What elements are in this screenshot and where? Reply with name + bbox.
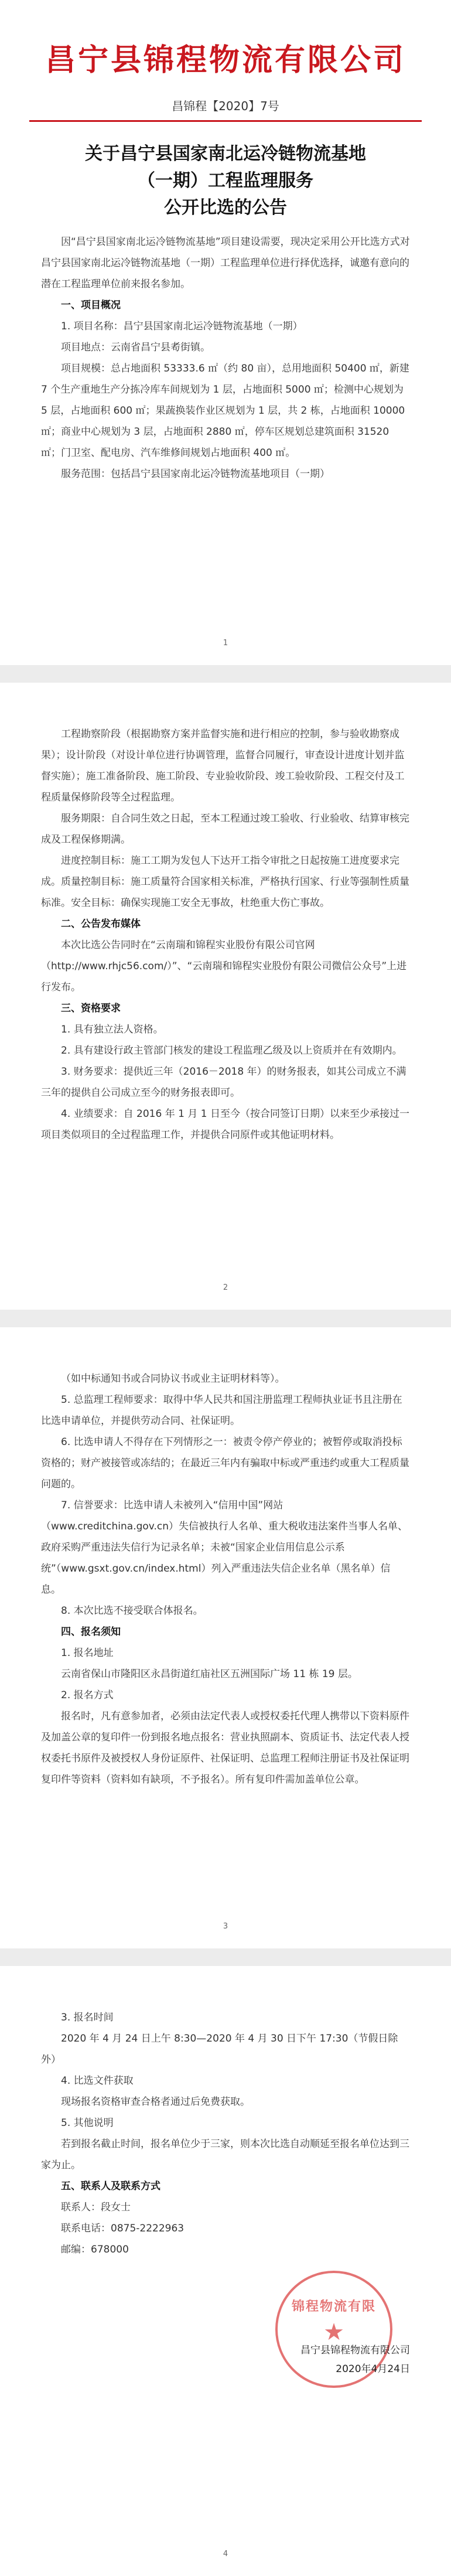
registration-method: 报名时，凡有意参加者，必须由法定代表人或授权委托代理人携带以下资料原件及加盖公章的复印件一份到报名地点报名：营业执照副本、资质证书、法定代表人授权委托书原件及被授权人身份证原件、社保证明、总监理工程师注册证书及社保证明复印件等资料（资料如有缺项，不予报名）。所有复印件需加盖单位公章。 (41, 1710, 409, 1786)
page-2-body (41, 724, 410, 1146)
registration-time-label: 3. 报名时间 (61, 2012, 114, 2023)
qualification-1: 1. 具有独立法人资格。 (61, 1024, 163, 1035)
section-heading-contact: 五、联系人及联系方式 (61, 2180, 160, 2192)
document-page-4 (0, 1966, 451, 2576)
document-title (47, 141, 404, 222)
contact-phone: 联系电话：0875-2222963 (61, 2223, 184, 2234)
qualification-3: 3. 财务要求：提供近三年（2016－2018 年）的财务报表，如其公司成立不满三年的提供自公司成立至今的财务报表即可。 (41, 1066, 406, 1099)
title-line-3: 公开比选的公告 (164, 197, 287, 218)
service-stages: 工程勘察阶段（根据勘察方案并监督实施和进行相应的控制，参与验收勘察成果）；设计阶段（对设计单位进行协调管理，监督合同履行，审查设计进度计划并监督实施）；施工准备阶段、施工阶段、专业验收阶段、竣工验收阶段、工程交付及工程质量保修阶段等全过程监理。 (41, 728, 405, 803)
qualification-6: 6. 比选申请人不得存在下列情形之一：被责令停产停业的；被暂停或取消投标资格的；财产被接管或冻结的；在最近三年内有骗取中标或严重违约或重大工程质量问题的。 (41, 1436, 409, 1490)
section-heading-registration: 四、报名须知 (61, 1626, 121, 1638)
section-heading-media: 二、公告发布媒体 (61, 918, 141, 930)
other-notes-label: 5. 其他说明 (61, 2117, 114, 2129)
registration-address: 云南省保山市隆阳区永昌街道红庙社区五洲国际广场 11 栋 19 层。 (61, 1668, 358, 1680)
seal-text: 锦程物流有限 (291, 2299, 376, 2314)
service-period: 服务期限：自合同生效之日起，至本工程通过竣工验收、行业验收、结算审核完成及工程保修期满。 (41, 813, 409, 846)
documents-label: 4. 比选文件获取 (61, 2075, 134, 2087)
qualification-7: 7. 信誉要求：比选申请人未被列入“信用中国”网站（www.creditchina.gov.cn）失信被执行人名单、重大税收违法案件当事人名单、政府采购严重违法失信行为记录名单；未被“国家企业信用信息公示系统”（www.gsxt.gov.cn/index.html）列入严重违法失信企业名单（黑名单）信息。 (41, 1500, 408, 1596)
qualification-4: 4. 业绩要求：自 2016 年 1 月 1 日至今（按合同签订日期）以来至少承接过一项目类似项目的全过程监理工作，并提供合同原件或其他证明材料。 (41, 1108, 409, 1141)
control-targets: 进度控制目标：施工工期为发包人下达开工指令审批之日起按施工进度要求完成。质量控制目标：施工质量符合国家相关标准，严格执行国家、行业等强制性质量标准。安全目标：确保实现施工安全无事故，杜绝重大伤亡事故。 (41, 855, 409, 909)
other-notes: 若到报名截止时间，报名单位少于三家，则本次比选自动顺延至报名单位达到三家为止。 (41, 2138, 409, 2171)
qualification-8: 8. 本次比选不接受联合体报名。 (61, 1605, 203, 1617)
title-line-1: 关于昌宁县国家南北运冷链物流基地 (85, 144, 366, 164)
signature-block (300, 2341, 410, 2379)
document-page-2 (0, 683, 451, 1310)
signature-company: 昌宁县锦程物流有限公司 (300, 2345, 410, 2356)
qualification-4-cont: （如中标通知书或合同协议书或业主证明材料等）。 (61, 1373, 285, 1385)
project-name: 1. 项目名称：昌宁县国家南北运冷链物流基地（一期） (61, 321, 303, 332)
project-scale: 项目规模：总占地面积 53333.6 ㎡（约 80 亩），总用地面积 50400 ㎡，新建 7 个生产重地生产分拣冷库车间规划为 1 层，占地面积 5000 ㎡；检测中心规划为 5 层，占地面积 600 ㎡；果蔬换装作业区规划为 1 层，共 2 栋，占地面积 10000 ㎡；商业中心规划为 3 层，占地面积 2880 ㎡，停车区规划总建筑面积 31520 ㎡；门卫室、配电房、汽车维修间规划占地面积 400 ㎡。 (41, 363, 409, 459)
page-number: 1 (223, 639, 228, 648)
service-scope: 服务范围：包括昌宁县国家南北运冷链物流基地项目（一期） (61, 468, 330, 480)
qualification-5: 5. 总监理工程师要求：取得中华人民共和国注册监理工程师执业证书且注册在比选申请单位，并提供劳动合同、社保证明。 (41, 1394, 402, 1427)
intro-paragraph: 因“昌宁县国家南北运冷链物流基地”项目建设需要，现决定采用公开比选方式对昌宁县国家南北运冷链物流基地（一期）工程监理单位进行择优选择，诚邀有意向的潜在工程监理单位前来报名参加。 (41, 236, 410, 290)
title-line-2: （一期）工程监理服务 (138, 171, 313, 191)
page-number: 2 (223, 1283, 228, 1292)
registration-address-label: 1. 报名地址 (61, 1647, 114, 1659)
page-number: 3 (223, 1922, 228, 1931)
media-paragraph: 本次比选公告同时在“云南瑞和锦程实业股份有限公司官网（http://www.rhjc56.com/）”、“云南瑞和锦程实业股份有限公司微信公众号”上进行发布。 (41, 939, 407, 993)
registration-method-label: 2. 报名方式 (61, 1689, 114, 1701)
section-heading-qualification: 三、资格要求 (61, 1003, 121, 1014)
seal-star-icon: ★ (323, 2319, 344, 2346)
page-1-body (41, 231, 410, 485)
page-number: 4 (223, 2550, 228, 2558)
page-4-body (41, 2007, 410, 2260)
registration-time: 2020 年 4 月 24 日上午 8:30—2020 年 4 月 30 日下午 17:30（节假日除外） (41, 2033, 398, 2066)
company-letterhead: 昌宁县锦程物流有限公司 (45, 43, 406, 78)
header-divider (29, 120, 422, 122)
document-number: 昌锦程【2020】7号 (172, 99, 279, 113)
project-location: 项目地点：云南省昌宁县耇街镇。 (61, 342, 210, 353)
document-page-1 (0, 0, 451, 665)
signature-date: 2020年4月24日 (336, 2363, 410, 2375)
section-heading-project: 一、项目概况 (61, 299, 121, 311)
document-page-3 (0, 1327, 451, 1948)
qualification-2: 2. 具有建设行政主管部门核发的建设工程监理乙级及以上资质并在有效期内。 (61, 1045, 402, 1057)
documents-info: 现场报名资格审查合格者通过后免费获取。 (61, 2096, 250, 2108)
contact-person: 联系人：段女士 (61, 2202, 131, 2213)
page-3-body (41, 1368, 410, 1790)
postal-code: 邮编：678000 (61, 2244, 129, 2255)
